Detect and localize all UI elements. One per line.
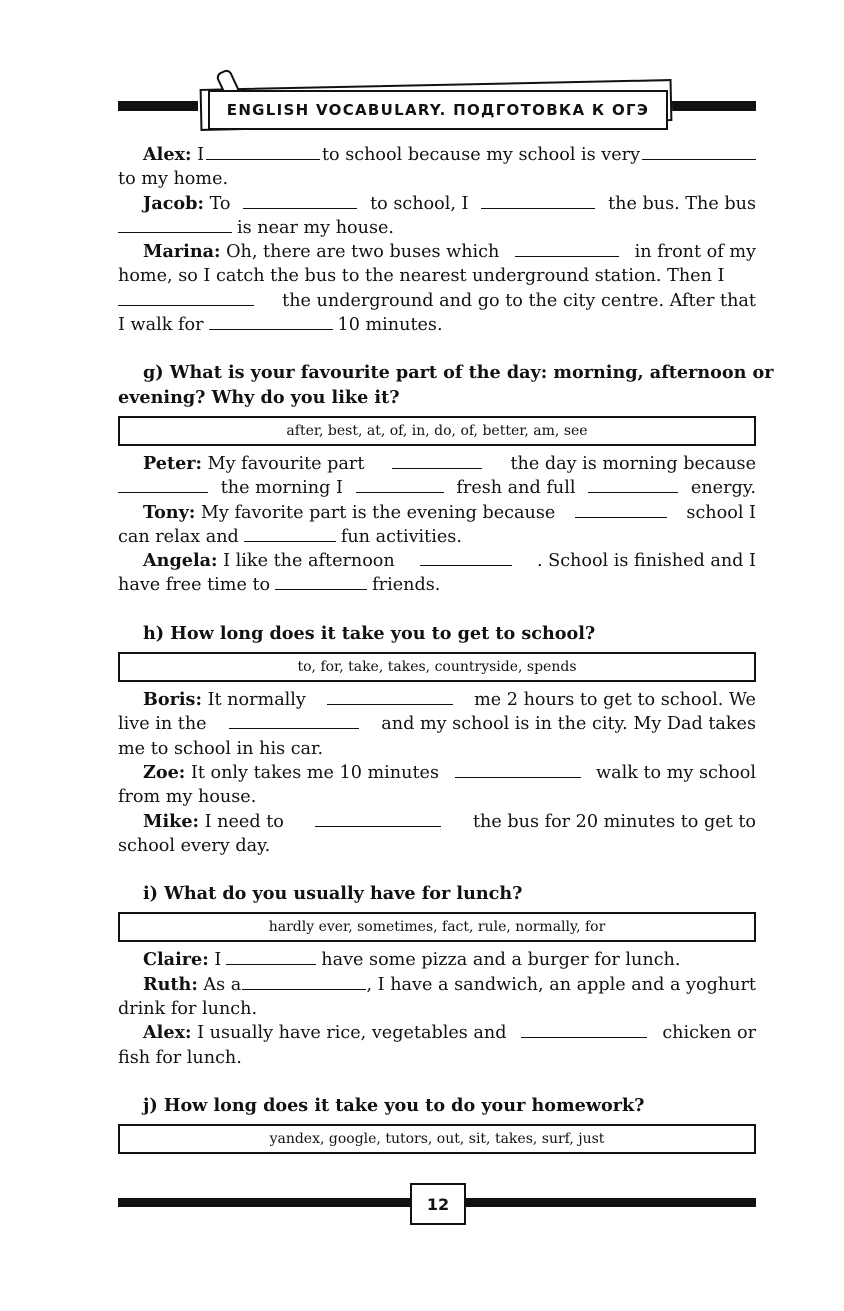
word-bank-text: yandex, google, tutors, out, sit, takes, surf, just xyxy=(269,1131,605,1148)
dialogue-text: energy. xyxy=(690,478,756,499)
answer-blank[interactable] xyxy=(575,502,667,518)
dialogue-text: drink for lunch. xyxy=(118,999,258,1020)
word-bank-text: to, for, take, takes, countryside, spends xyxy=(297,658,577,675)
dialogue-line xyxy=(118,264,756,288)
answer-blank[interactable] xyxy=(118,477,208,493)
question-line xyxy=(118,1094,756,1118)
dialogue-text: I usually have rice, vegetables and xyxy=(197,1023,507,1044)
dialogue-text: I need to xyxy=(204,811,284,832)
speaker-name: Alex: xyxy=(143,1022,192,1044)
dialogue-text: the morning I xyxy=(220,478,343,499)
dialogue-line xyxy=(118,143,756,167)
dialogue-line xyxy=(118,948,756,972)
dialogue-text: I like the afternoon xyxy=(223,551,395,572)
answer-blank[interactable] xyxy=(420,550,512,566)
word-bank-text: hardly ever, sometimes, fact, rule, normally, for xyxy=(268,919,606,936)
question-text: evening? Why do you like it? xyxy=(118,386,400,408)
speaker-name: Peter: xyxy=(143,452,203,474)
dialogue-text: 10 minutes. xyxy=(337,315,443,336)
dialogue-text: I walk for xyxy=(118,315,204,336)
page-content xyxy=(118,143,774,1154)
dialogue-text: My favorite part is the evening because xyxy=(200,502,556,523)
dialogue-text: home, so I catch the bus to the nearest underground station. Then I xyxy=(118,266,725,287)
dialogue-line xyxy=(118,240,756,264)
dialogue-text: in front of my xyxy=(634,242,756,263)
dialogue-line xyxy=(118,452,756,476)
dialogue-line xyxy=(118,289,756,313)
speaker-name: Marina: xyxy=(143,241,221,263)
dialogue-line xyxy=(118,785,756,809)
header-rule-left xyxy=(118,101,198,111)
dialogue-line xyxy=(118,216,756,240)
speaker-name: Alex: xyxy=(143,144,192,165)
dialogue-text: from my house. xyxy=(118,787,257,808)
answer-blank[interactable] xyxy=(588,477,678,493)
dialogue-line xyxy=(118,476,756,500)
dialogue-text: the underground and go to the city centre. After that xyxy=(282,290,756,311)
answer-blank[interactable] xyxy=(206,144,320,160)
answer-blank[interactable] xyxy=(244,526,336,542)
dialogue-text: can relax and xyxy=(118,526,239,547)
dialogue-text: fish for lunch. xyxy=(118,1047,242,1068)
dialogue-text: Oh, there are two buses which xyxy=(226,242,500,263)
answer-blank[interactable] xyxy=(209,314,333,330)
answer-blank[interactable] xyxy=(392,453,482,469)
dialogue-text: the day is morning because xyxy=(510,453,756,474)
dialogue-text: fun activities. xyxy=(340,526,462,547)
question-text: g) What is your favourite part of the day: morning, afternoon or xyxy=(143,362,774,384)
dialogue-line xyxy=(118,525,756,549)
dialogue-line xyxy=(118,688,756,712)
dialogue-line xyxy=(118,810,756,834)
dialogue-text: and my school is in the city. My Dad takes xyxy=(381,714,756,735)
dialogue-text: fresh and full xyxy=(456,478,576,499)
answer-blank[interactable] xyxy=(521,1022,647,1038)
speaker-name: Jacob: xyxy=(143,192,204,214)
speaker-name: Tony: xyxy=(143,501,196,523)
page-number-box xyxy=(410,1183,466,1225)
word-bank xyxy=(118,912,756,942)
dialogue-text: to school, I xyxy=(370,193,469,214)
word-bank xyxy=(118,416,756,446)
dialogue-line xyxy=(118,573,756,597)
answer-blank[interactable] xyxy=(118,217,232,233)
dialogue-line xyxy=(118,834,756,858)
answer-blank[interactable] xyxy=(356,477,444,493)
speaker-name: Mike: xyxy=(143,810,200,832)
dialogue-text: have free time to xyxy=(118,575,271,596)
answer-blank[interactable] xyxy=(242,974,366,990)
dialogue-text: chicken or xyxy=(662,1023,756,1044)
dialogue-line xyxy=(118,1046,756,1070)
answer-blank[interactable] xyxy=(118,290,254,306)
dialogue-line xyxy=(118,761,756,785)
speaker-name: Ruth: xyxy=(143,973,198,995)
question-line xyxy=(118,882,756,906)
question-line xyxy=(118,386,756,410)
dialogue-text: As a xyxy=(203,974,242,995)
dialogue-text: I xyxy=(197,145,205,165)
dialogue-text: I xyxy=(214,950,222,971)
speaker-name: Claire: xyxy=(143,949,209,971)
word-bank xyxy=(118,1124,756,1154)
dialogue-text: It only takes me 10 minutes xyxy=(190,762,439,783)
answer-blank[interactable] xyxy=(229,713,359,729)
answer-blank[interactable] xyxy=(481,193,595,209)
answer-blank[interactable] xyxy=(642,144,756,160)
dialogue-text: to school because my school is very xyxy=(321,145,641,165)
dialogue-text: is near my house. xyxy=(237,217,394,238)
speaker-name: Angela: xyxy=(143,550,218,572)
footer-rule-left xyxy=(118,1198,410,1207)
answer-blank[interactable] xyxy=(243,193,357,209)
header-rule-right xyxy=(670,101,756,111)
dialogue-text: friends. xyxy=(372,575,441,596)
dialogue-line xyxy=(118,549,756,573)
word-bank-text: after, best, at, of, in, do, of, better, am, see xyxy=(286,422,588,439)
dialogue-line xyxy=(118,1021,756,1045)
question-line xyxy=(118,622,756,646)
dialogue-line xyxy=(118,192,756,216)
answer-blank[interactable] xyxy=(275,574,367,590)
answer-blank[interactable] xyxy=(327,689,453,705)
dialogue-line xyxy=(118,997,756,1021)
dialogue-line xyxy=(118,313,756,337)
speaker-name: Zoe: xyxy=(143,761,186,783)
page-number: 12 xyxy=(426,1194,450,1214)
dialogue-text: school I xyxy=(686,502,756,523)
dialogue-text: school every day. xyxy=(118,835,271,856)
dialogue-text: , I have a sandwich, an apple and a yoghurt xyxy=(366,974,756,995)
header-frame xyxy=(208,90,668,130)
word-bank xyxy=(118,652,756,682)
dialogue-text: me 2 hours to get to school. We xyxy=(474,690,756,711)
dialogue-text: me to school in his car. xyxy=(118,738,324,759)
answer-blank[interactable] xyxy=(455,762,581,778)
dialogue-line xyxy=(118,167,756,191)
dialogue-line xyxy=(118,712,756,736)
speaker-name: Boris: xyxy=(143,689,202,711)
question-text: i) What do you usually have for lunch? xyxy=(143,883,523,905)
dialogue-text: have some pizza and a burger for lunch. xyxy=(321,950,681,971)
footer-rule-right xyxy=(466,1198,756,1207)
dialogue-line xyxy=(118,973,756,997)
question-line xyxy=(118,361,774,385)
answer-blank[interactable] xyxy=(315,811,441,827)
question-text: j) How long does it take you to do your homework? xyxy=(143,1094,645,1116)
question-text: h) How long does it take you to get to school? xyxy=(143,622,596,644)
dialogue-text: live in the xyxy=(118,714,207,735)
answer-blank[interactable] xyxy=(226,949,316,965)
dialogue-text: to my home. xyxy=(118,169,229,190)
dialogue-text: the bus for 20 minutes to get to xyxy=(472,811,756,832)
dialogue-text: It normally xyxy=(207,690,306,711)
dialogue-text: . School is finished and I xyxy=(536,551,756,572)
dialogue-text: To xyxy=(209,193,231,214)
dialogue-line xyxy=(118,737,756,761)
page-header-title: ENGLISH VOCABULARY. ПОДГОТОВКА К ОГЭ xyxy=(226,101,650,119)
dialogue-line xyxy=(118,501,756,525)
dialogue-text: the bus. The bus xyxy=(608,193,756,214)
answer-blank[interactable] xyxy=(515,241,619,257)
dialogue-text: My favourite part xyxy=(207,453,365,474)
dialogue-text: walk to my school xyxy=(596,762,756,783)
